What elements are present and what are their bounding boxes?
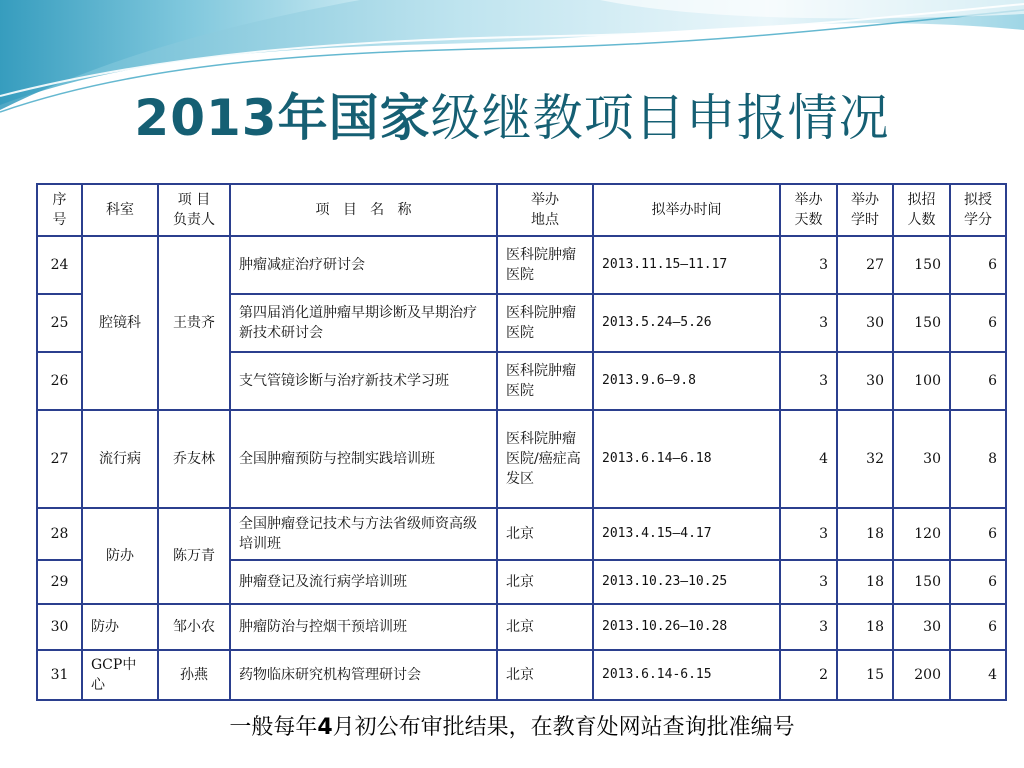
- cell-leader: 王贵齐: [158, 236, 230, 410]
- cell-name: 肿瘤防治与控烟干预培训班: [230, 604, 497, 650]
- cell-name: 肿瘤登记及流行病学培训班: [230, 560, 497, 604]
- cell-no: 31: [37, 650, 82, 700]
- footer-prefix: 一般每年: [229, 715, 318, 740]
- cell-no: 25: [37, 294, 82, 352]
- cell-place: 医科院肿瘤医院: [497, 294, 593, 352]
- header-credit: 拟授 学分: [950, 184, 1006, 236]
- cell-days: 3: [780, 560, 837, 604]
- cell-name: 全国肿瘤登记技术与方法省级师资高级培训班: [230, 508, 497, 560]
- cell-people: 150: [893, 560, 950, 604]
- cell-time: 2013.10.23—10.25: [593, 560, 780, 604]
- cell-place: 医科院肿瘤医院: [497, 236, 593, 294]
- cell-place: 医科院肿瘤医院/癌症高发区: [497, 410, 593, 508]
- cell-leader: 乔友林: [158, 410, 230, 508]
- cell-dept: 流行病: [82, 410, 158, 508]
- cell-hours: 30: [837, 352, 893, 410]
- cell-time: 2013.9.6—9.8: [593, 352, 780, 410]
- title-part-regular: 级继教项目申报情况: [430, 89, 890, 147]
- cell-name: 第四届消化道肿瘤早期诊断及早期治疗新技术研讨会: [230, 294, 497, 352]
- cell-dept: 防办: [82, 604, 158, 650]
- cell-place: 北京: [497, 560, 593, 604]
- title-part-bold: 2013年国家: [134, 89, 431, 147]
- cell-name: 全国肿瘤预防与控制实践培训班: [230, 410, 497, 508]
- header-place: 举办 地点: [497, 184, 593, 236]
- cell-people: 200: [893, 650, 950, 700]
- cell-people: 150: [893, 294, 950, 352]
- header-days: 举办 天数: [780, 184, 837, 236]
- cell-credit: 6: [950, 294, 1006, 352]
- cell-hours: 32: [837, 410, 893, 508]
- cell-people: 120: [893, 508, 950, 560]
- cell-days: 3: [780, 604, 837, 650]
- cell-dept: 腔镜科: [82, 236, 158, 410]
- header-name: 项 目 名 称: [230, 184, 497, 236]
- cell-credit: 6: [950, 352, 1006, 410]
- cell-no: 30: [37, 604, 82, 650]
- cell-people: 30: [893, 410, 950, 508]
- header-dept: 科室: [82, 184, 158, 236]
- cell-time: 2013.6.14-6.15: [593, 650, 780, 700]
- cell-no: 26: [37, 352, 82, 410]
- cell-days: 3: [780, 236, 837, 294]
- table-row: [37, 236, 1006, 294]
- footer-month-number: 4: [317, 715, 333, 740]
- cell-hours: 18: [837, 604, 893, 650]
- footer-note: [0, 710, 1024, 741]
- cell-people: 150: [893, 236, 950, 294]
- cell-hours: 27: [837, 236, 893, 294]
- cell-leader: 邹小农: [158, 604, 230, 650]
- cell-people: 100: [893, 352, 950, 410]
- cell-hours: 18: [837, 560, 893, 604]
- cell-place: 北京: [497, 650, 593, 700]
- cell-people: 30: [893, 604, 950, 650]
- cell-time: 2013.11.15—11.17: [593, 236, 780, 294]
- cell-credit: 6: [950, 604, 1006, 650]
- cell-place: 医科院肿瘤医院: [497, 352, 593, 410]
- footer-suffix: 月初公布审批结果，在教育处网站查询批准编号: [332, 715, 795, 740]
- cell-credit: 6: [950, 508, 1006, 560]
- cell-days: 3: [780, 294, 837, 352]
- cell-name: 药物临床研究机构管理研讨会: [230, 650, 497, 700]
- cell-name: 肿瘤减症治疗研讨会: [230, 236, 497, 294]
- table-row: [37, 604, 1006, 650]
- table-row: [37, 410, 1006, 508]
- cell-leader: 孙燕: [158, 650, 230, 700]
- cell-time: 2013.10.26—10.28: [593, 604, 780, 650]
- cell-credit: 6: [950, 560, 1006, 604]
- cell-days: 3: [780, 508, 837, 560]
- cell-hours: 15: [837, 650, 893, 700]
- projects-table: [36, 183, 1007, 701]
- cell-days: 3: [780, 352, 837, 410]
- cell-dept: GCP中心: [82, 650, 158, 700]
- cell-no: 24: [37, 236, 82, 294]
- cell-place: 北京: [497, 604, 593, 650]
- cell-days: 4: [780, 410, 837, 508]
- cell-credit: 8: [950, 410, 1006, 508]
- cell-no: 27: [37, 410, 82, 508]
- page-title: [0, 78, 1024, 150]
- cell-time: 2013.4.15—4.17: [593, 508, 780, 560]
- cell-days: 2: [780, 650, 837, 700]
- cell-name: 支气管镜诊断与治疗新技术学习班: [230, 352, 497, 410]
- cell-hours: 30: [837, 294, 893, 352]
- cell-leader: 陈万青: [158, 508, 230, 604]
- table-row: [37, 650, 1006, 700]
- header-people: 拟招 人数: [893, 184, 950, 236]
- cell-no: 28: [37, 508, 82, 560]
- cell-dept: 防办: [82, 508, 158, 604]
- header-leader: 项 目 负责人: [158, 184, 230, 236]
- cell-place: 北京: [497, 508, 593, 560]
- cell-credit: 4: [950, 650, 1006, 700]
- header-time: 拟举办时间: [593, 184, 780, 236]
- cell-time: 2013.6.14—6.18: [593, 410, 780, 508]
- cell-credit: 6: [950, 236, 1006, 294]
- table-row: [37, 508, 1006, 560]
- header-hours: 举办 学时: [837, 184, 893, 236]
- header-row: [37, 184, 1006, 236]
- header-no: 序号: [37, 184, 82, 236]
- cell-hours: 18: [837, 508, 893, 560]
- cell-time: 2013.5.24—5.26: [593, 294, 780, 352]
- cell-no: 29: [37, 560, 82, 604]
